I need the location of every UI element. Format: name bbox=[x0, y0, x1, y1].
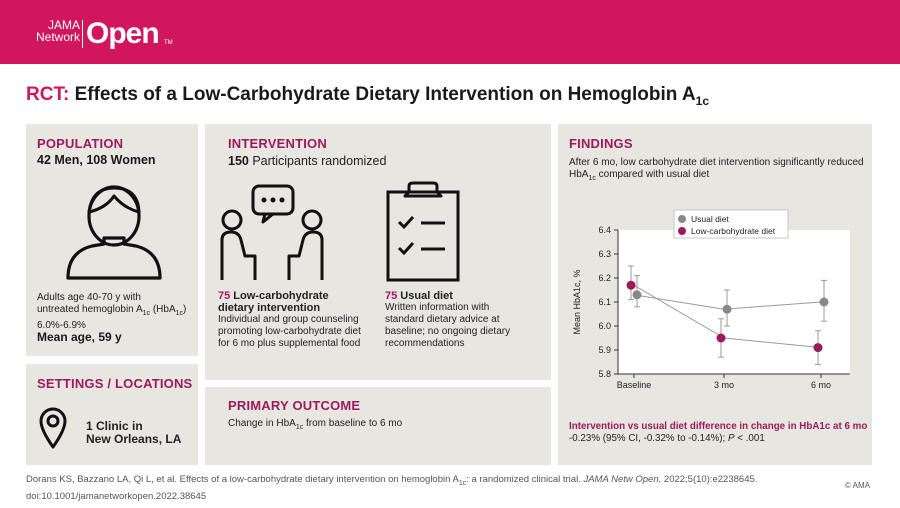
primary-outcome-text bbox=[228, 418, 402, 434]
findings-diff bbox=[569, 421, 869, 445]
logo-trademark: TM bbox=[164, 40, 173, 46]
findings-summary-2 bbox=[569, 169, 869, 185]
arm2-desc-2: standard dietary advice at bbox=[385, 314, 500, 325]
diff-value: -0.23% (95% CI, -0.32% to -0.14%); bbox=[569, 433, 728, 444]
diff-p: P bbox=[728, 433, 735, 444]
legend-marker bbox=[678, 227, 686, 235]
y-axis-label: Mean HbA1c, % bbox=[572, 269, 582, 335]
arm1-title-1: Low-carbohydrate bbox=[230, 290, 329, 302]
settings-line-1: 1 Clinic in bbox=[86, 419, 143, 433]
citation-1sub: 1c bbox=[458, 479, 467, 487]
population-desc-3: 6.0%-6.9% bbox=[37, 320, 86, 331]
citation-line-2: doi:10.1001/jamanetworkopen.2022.38645 bbox=[26, 490, 207, 502]
population-counts: 42 Men, 108 Women bbox=[37, 153, 156, 167]
legend-label: Usual diet bbox=[691, 214, 729, 224]
legend-label: Low-carbohydrate diet bbox=[691, 226, 776, 236]
primary-outcome-panel bbox=[205, 387, 551, 465]
title-sub: 1c bbox=[695, 93, 710, 108]
intervention-panel bbox=[205, 124, 551, 380]
y-tick-label: 6.1 bbox=[598, 297, 611, 307]
arm2-title-1: Usual diet bbox=[397, 290, 453, 302]
citation-1b: : a randomized clinical trial. bbox=[466, 474, 584, 485]
settings-panel bbox=[26, 364, 198, 465]
data-point bbox=[717, 334, 726, 343]
settings-location bbox=[86, 420, 181, 446]
desc-2a: untreated hemoglobin A bbox=[37, 304, 143, 315]
logo-open: Open bbox=[86, 17, 159, 50]
population-heading: POPULATION bbox=[37, 136, 124, 151]
arm2-desc-4: recommendations bbox=[385, 338, 465, 349]
citation-line-1 bbox=[26, 473, 806, 490]
data-point bbox=[814, 343, 823, 352]
diff-value-line bbox=[569, 433, 869, 445]
hba1c-line-chart bbox=[558, 204, 872, 394]
citation-journal: JAMA Netw Open. bbox=[583, 474, 662, 485]
data-point bbox=[627, 281, 636, 290]
y-tick-label: 5.9 bbox=[598, 345, 611, 355]
x-tick-label: 6 mo bbox=[810, 380, 832, 390]
person-icon bbox=[54, 182, 174, 282]
data-point bbox=[820, 298, 829, 307]
population-panel bbox=[26, 124, 198, 356]
clipboard-checklist-icon bbox=[385, 180, 461, 284]
primary-outcome-heading: PRIMARY OUTCOME bbox=[228, 398, 361, 413]
arm1-n: 75 bbox=[218, 290, 231, 302]
arm1-title bbox=[218, 290, 378, 302]
y-tick-label: 6.3 bbox=[598, 249, 611, 259]
summary-2a: HbA bbox=[569, 169, 589, 180]
data-point bbox=[633, 290, 642, 299]
arm2-title bbox=[385, 290, 545, 302]
x-tick-label: Baseline bbox=[616, 380, 652, 390]
diff-title: Intervention vs usual diet difference in change in HbA1c at 6 mo bbox=[569, 421, 868, 432]
y-tick-label: 6.4 bbox=[598, 225, 611, 235]
legend-marker bbox=[678, 215, 686, 223]
settings-heading: SETTINGS / LOCATIONS bbox=[37, 376, 193, 391]
location-pin-icon bbox=[38, 406, 68, 450]
citation bbox=[26, 473, 806, 503]
desc-2c: ) bbox=[183, 304, 187, 315]
summary-2sub: 1c bbox=[588, 175, 596, 182]
arm2-desc-3: baseline; no ongoing dietary bbox=[385, 326, 511, 337]
desc-2sub2: 1c bbox=[175, 310, 184, 317]
x-tick-label: 3 mo bbox=[713, 380, 735, 390]
findings-heading: FINDINGS bbox=[569, 136, 633, 151]
outcome-text-sub: 1c bbox=[295, 424, 304, 431]
population-desc bbox=[37, 292, 193, 332]
y-tick-label: 5.8 bbox=[598, 369, 611, 379]
page-title bbox=[26, 84, 709, 108]
counseling-icon bbox=[217, 180, 327, 286]
logo-divider bbox=[82, 20, 83, 48]
logo-top: JAMA bbox=[47, 18, 80, 32]
header-bar bbox=[0, 0, 900, 64]
outcome-text-a: Change in HbA bbox=[228, 418, 296, 429]
findings-panel bbox=[558, 124, 872, 465]
findings-summary-1: After 6 mo, low carbohydrate diet intervention significantly reduced bbox=[569, 157, 864, 168]
jama-network-logo bbox=[26, 19, 80, 43]
mean-age: Mean age, 59 y bbox=[37, 330, 122, 344]
citation-1c: 2022;5(10):e2238645. bbox=[661, 474, 758, 485]
arm1-desc-1: Individual and group counseling bbox=[218, 314, 359, 325]
intervention-heading: INTERVENTION bbox=[228, 136, 327, 151]
summary-2b: compared with usual diet bbox=[595, 169, 710, 180]
arm2-block bbox=[385, 290, 545, 350]
population-desc-1: Adults age 40-70 y with bbox=[37, 292, 141, 303]
title-label: RCT: bbox=[26, 84, 70, 105]
desc-2sub: 1c bbox=[142, 310, 151, 317]
arm2-n: 75 bbox=[385, 290, 398, 302]
arm1-title-2: dietary intervention bbox=[218, 302, 321, 314]
logo-bottom: Network bbox=[35, 30, 80, 44]
population-desc-2 bbox=[37, 304, 193, 320]
settings-line-2: New Orleans, LA bbox=[86, 432, 182, 446]
arm2-desc-1: Written information with bbox=[385, 302, 490, 313]
participant-label: Participants randomized bbox=[248, 154, 387, 168]
arm1-desc-2: promoting low-carbohydrate diet bbox=[218, 326, 361, 337]
citation-1a: Dorans KS, Bazzano LA, Qi L, et al. Effects of a low-carbohydrate dietary intervention on hemoglobin A bbox=[26, 474, 459, 485]
desc-2b: (HbA bbox=[150, 304, 176, 315]
data-point bbox=[723, 305, 732, 314]
findings-summary bbox=[569, 157, 869, 185]
y-tick-label: 6.2 bbox=[598, 273, 611, 283]
copyright: © AMA bbox=[844, 481, 870, 490]
outcome-text-b: from baseline to 6 mo bbox=[303, 418, 403, 429]
arm1-block bbox=[218, 290, 378, 350]
y-tick-label: 6.0 bbox=[598, 321, 611, 331]
diff-p2: < .001 bbox=[734, 433, 765, 444]
intervention-count bbox=[228, 154, 386, 168]
title-text: Effects of a Low-Carbohydrate Dietary Intervention on Hemoglobin A bbox=[74, 84, 696, 105]
participant-count: 150 bbox=[228, 154, 249, 168]
arm1-desc-3: for 6 mo plus supplemental food bbox=[218, 338, 361, 349]
